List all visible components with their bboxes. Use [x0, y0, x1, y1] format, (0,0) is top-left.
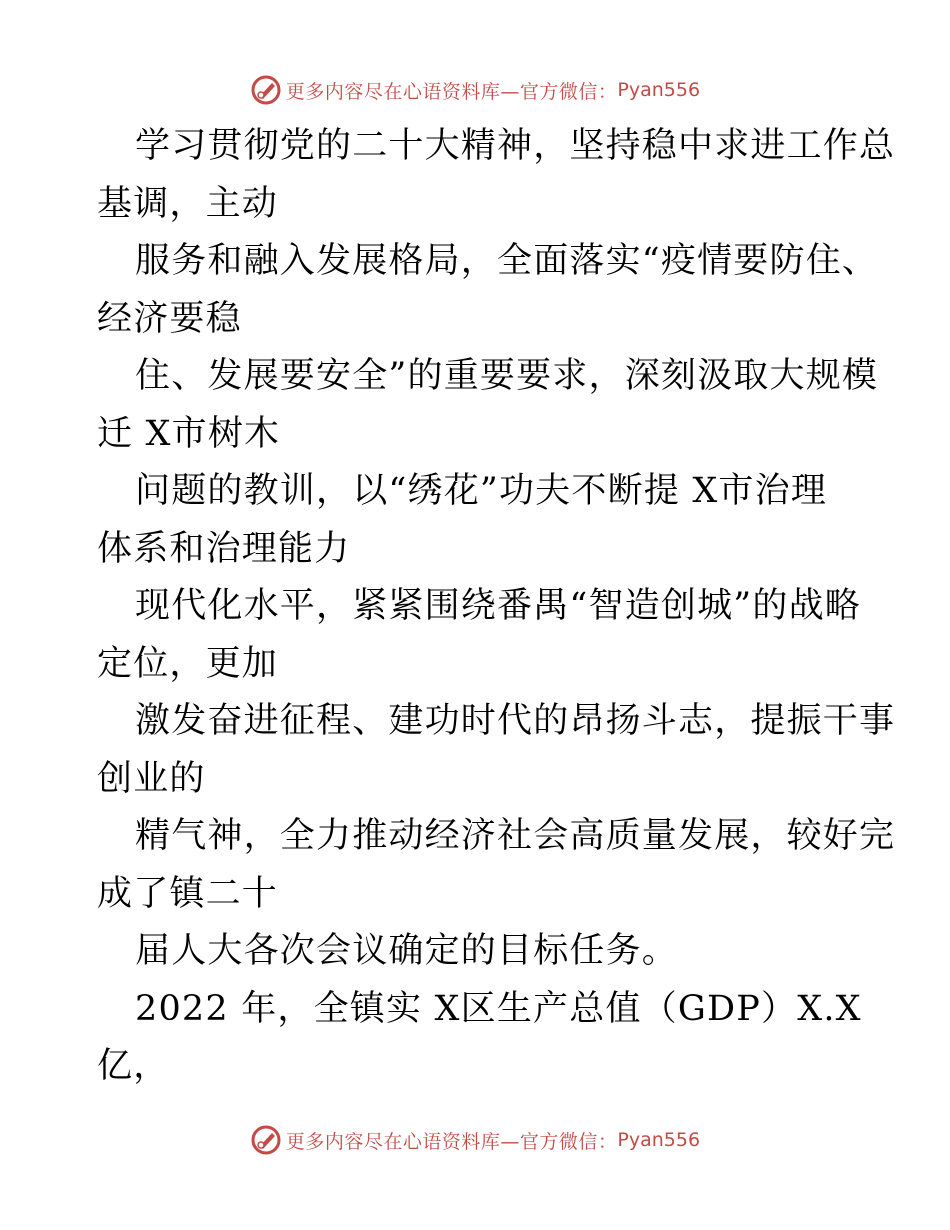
watermark-wechat-id: Pyan556 [617, 1129, 701, 1151]
logo-icon [250, 74, 282, 106]
text-line: 迁 X市树木 [97, 413, 281, 454]
text-line: 成了镇二十 [97, 873, 279, 914]
text-line: 经济要稳 [97, 298, 242, 339]
text-line: 学习贯彻党的二十大精神，坚持稳中求进工作总 [135, 126, 896, 166]
watermark-text: 更多内容尽在心语资料库—官方微信： [285, 1130, 618, 1153]
text-line: 现代化水平，紧紧围绕番禺“智造创城”的战略 [135, 586, 861, 626]
text-line: 届人大各次会议确定的目标任务。 [135, 931, 679, 971]
text-line: 激发奋进征程、建功时代的昂扬斗志，提振干事 [135, 701, 896, 741]
logo-icon [250, 1124, 282, 1156]
watermark-wechat-id: Pyan556 [617, 79, 701, 101]
text-line: 2022 年，全镇实 X区生产总值（GDP）X.X [135, 988, 862, 1029]
text-line: 服务和融入发展格局，全面落实“疫情要防住、 [135, 241, 879, 281]
header-watermark [0, 70, 950, 110]
text-line: 体系和治理能力 [97, 528, 351, 569]
text-line: 住、发展要安全”的重要要求，深刻汲取大规模 [135, 356, 879, 396]
text-line: 定位，更加 [97, 643, 279, 684]
text-line: 基调，主动 [97, 183, 279, 224]
document-body [97, 118, 896, 1096]
text-line: 亿， [97, 1046, 170, 1086]
text-line: 精气神，全力推动经济社会高质量发展，较好完 [135, 816, 896, 856]
text-line: 创业的 [97, 758, 206, 799]
watermark-text: 更多内容尽在心语资料库—官方微信： [285, 80, 618, 103]
footer-watermark [0, 1120, 950, 1160]
text-line: 问题的教训，以“绣花”功夫不断提 X市治理 [135, 471, 828, 511]
